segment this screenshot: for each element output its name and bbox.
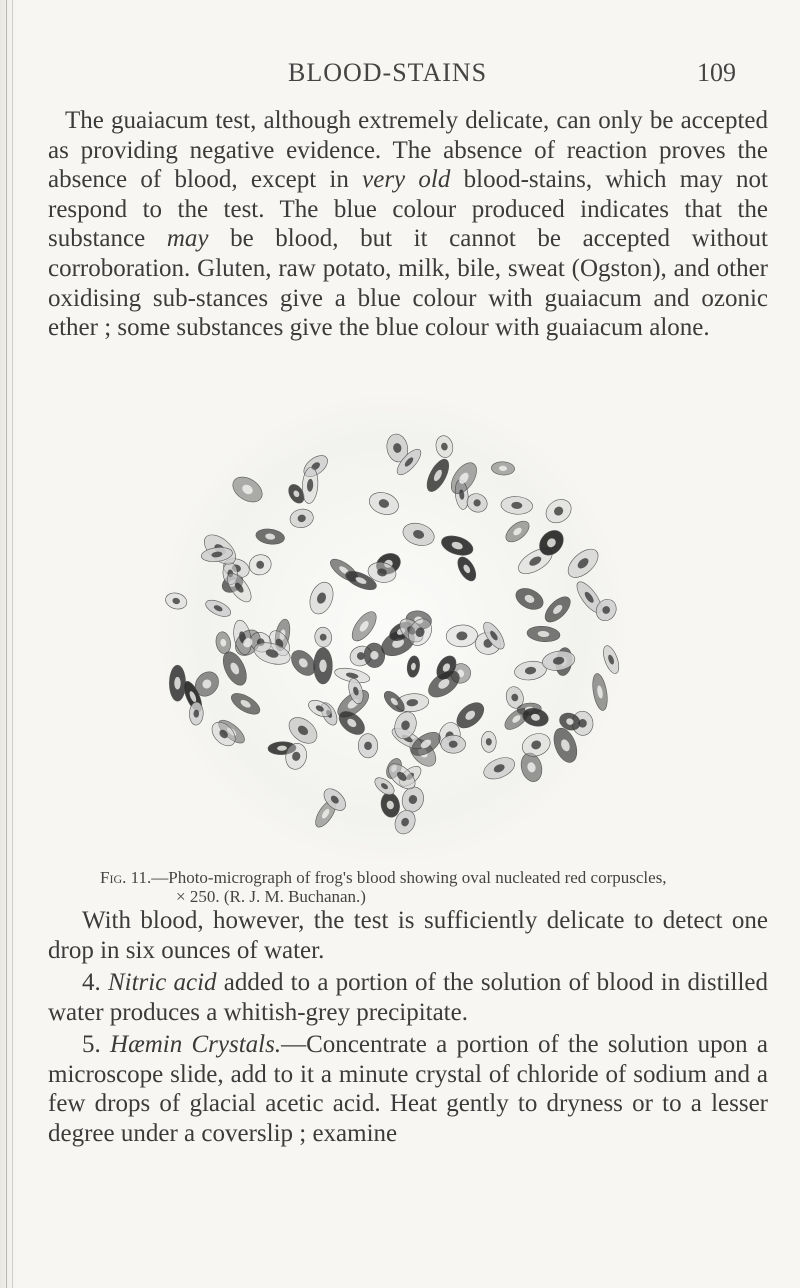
paragraph-nitric-acid <box>48 968 768 1027</box>
running-title: BLOOD-STAINS <box>288 58 488 87</box>
corpuscle-nucleus <box>319 660 326 673</box>
caption-line-1: —Photo-micrograph of frog's blood showing oval nucleated red corpuscles, <box>151 868 667 887</box>
p1-text-a: The guaiacum test, although extremely delicate, can only be accepted as providing negative evidence. The absence of reaction proves the absence of blood, except in <box>48 107 768 194</box>
p4-text: —Concentrate a portion of the solution upon a microscope slide, add to it a minute crystal of chloride of sodium and a few drops of glacial acetic acid. Heat gently to dryness or to a lesser degree under a coverslip ; examine <box>48 1031 769 1147</box>
p1-emphasis-very-old: very old <box>362 166 451 194</box>
caption-line-2: × 250. (R. J. M. Buchanan.) <box>176 887 366 906</box>
running-head <box>0 58 800 98</box>
p1-text-c: be blood, but it cannot be accepted without corroboration. Gluten, raw potato, milk, bile, sweat (Ogston), and other oxidising sub-stances give a blue colour with guaiacum and ozonic ether ; some substances give the blue colour with guaiacum alone. <box>48 225 768 342</box>
p4-number: 5. <box>82 1031 111 1058</box>
p3-text: added to a portion of the solution of blood in distilled water produces a whitish-grey precipitate. <box>48 969 769 1026</box>
page-edge-gutter <box>0 0 18 1288</box>
figure-label: Fig. 11. <box>100 868 152 887</box>
paragraph-haemin-crystals <box>48 1030 768 1148</box>
p4-heading: Hæmin Crystals. <box>110 1031 282 1058</box>
p3-number: 4. <box>82 969 108 996</box>
p3-heading: Nitric acid <box>107 969 217 996</box>
p1-emphasis-may: may <box>166 225 209 253</box>
paragraph-guaiacum-test <box>48 106 768 343</box>
page-number: 109 <box>697 58 736 87</box>
micrograph-figure <box>132 384 652 874</box>
figure-caption <box>100 868 720 906</box>
p1-text-b: blood-stains, which may not respond to the test. The blue colour produced indicates that the substance <box>48 166 768 253</box>
corpuscle-nucleus <box>174 677 180 690</box>
paragraph-sensitivity: With blood, however, the test is sufficiently delicate to detect one drop in six ounces of water. <box>48 907 768 964</box>
